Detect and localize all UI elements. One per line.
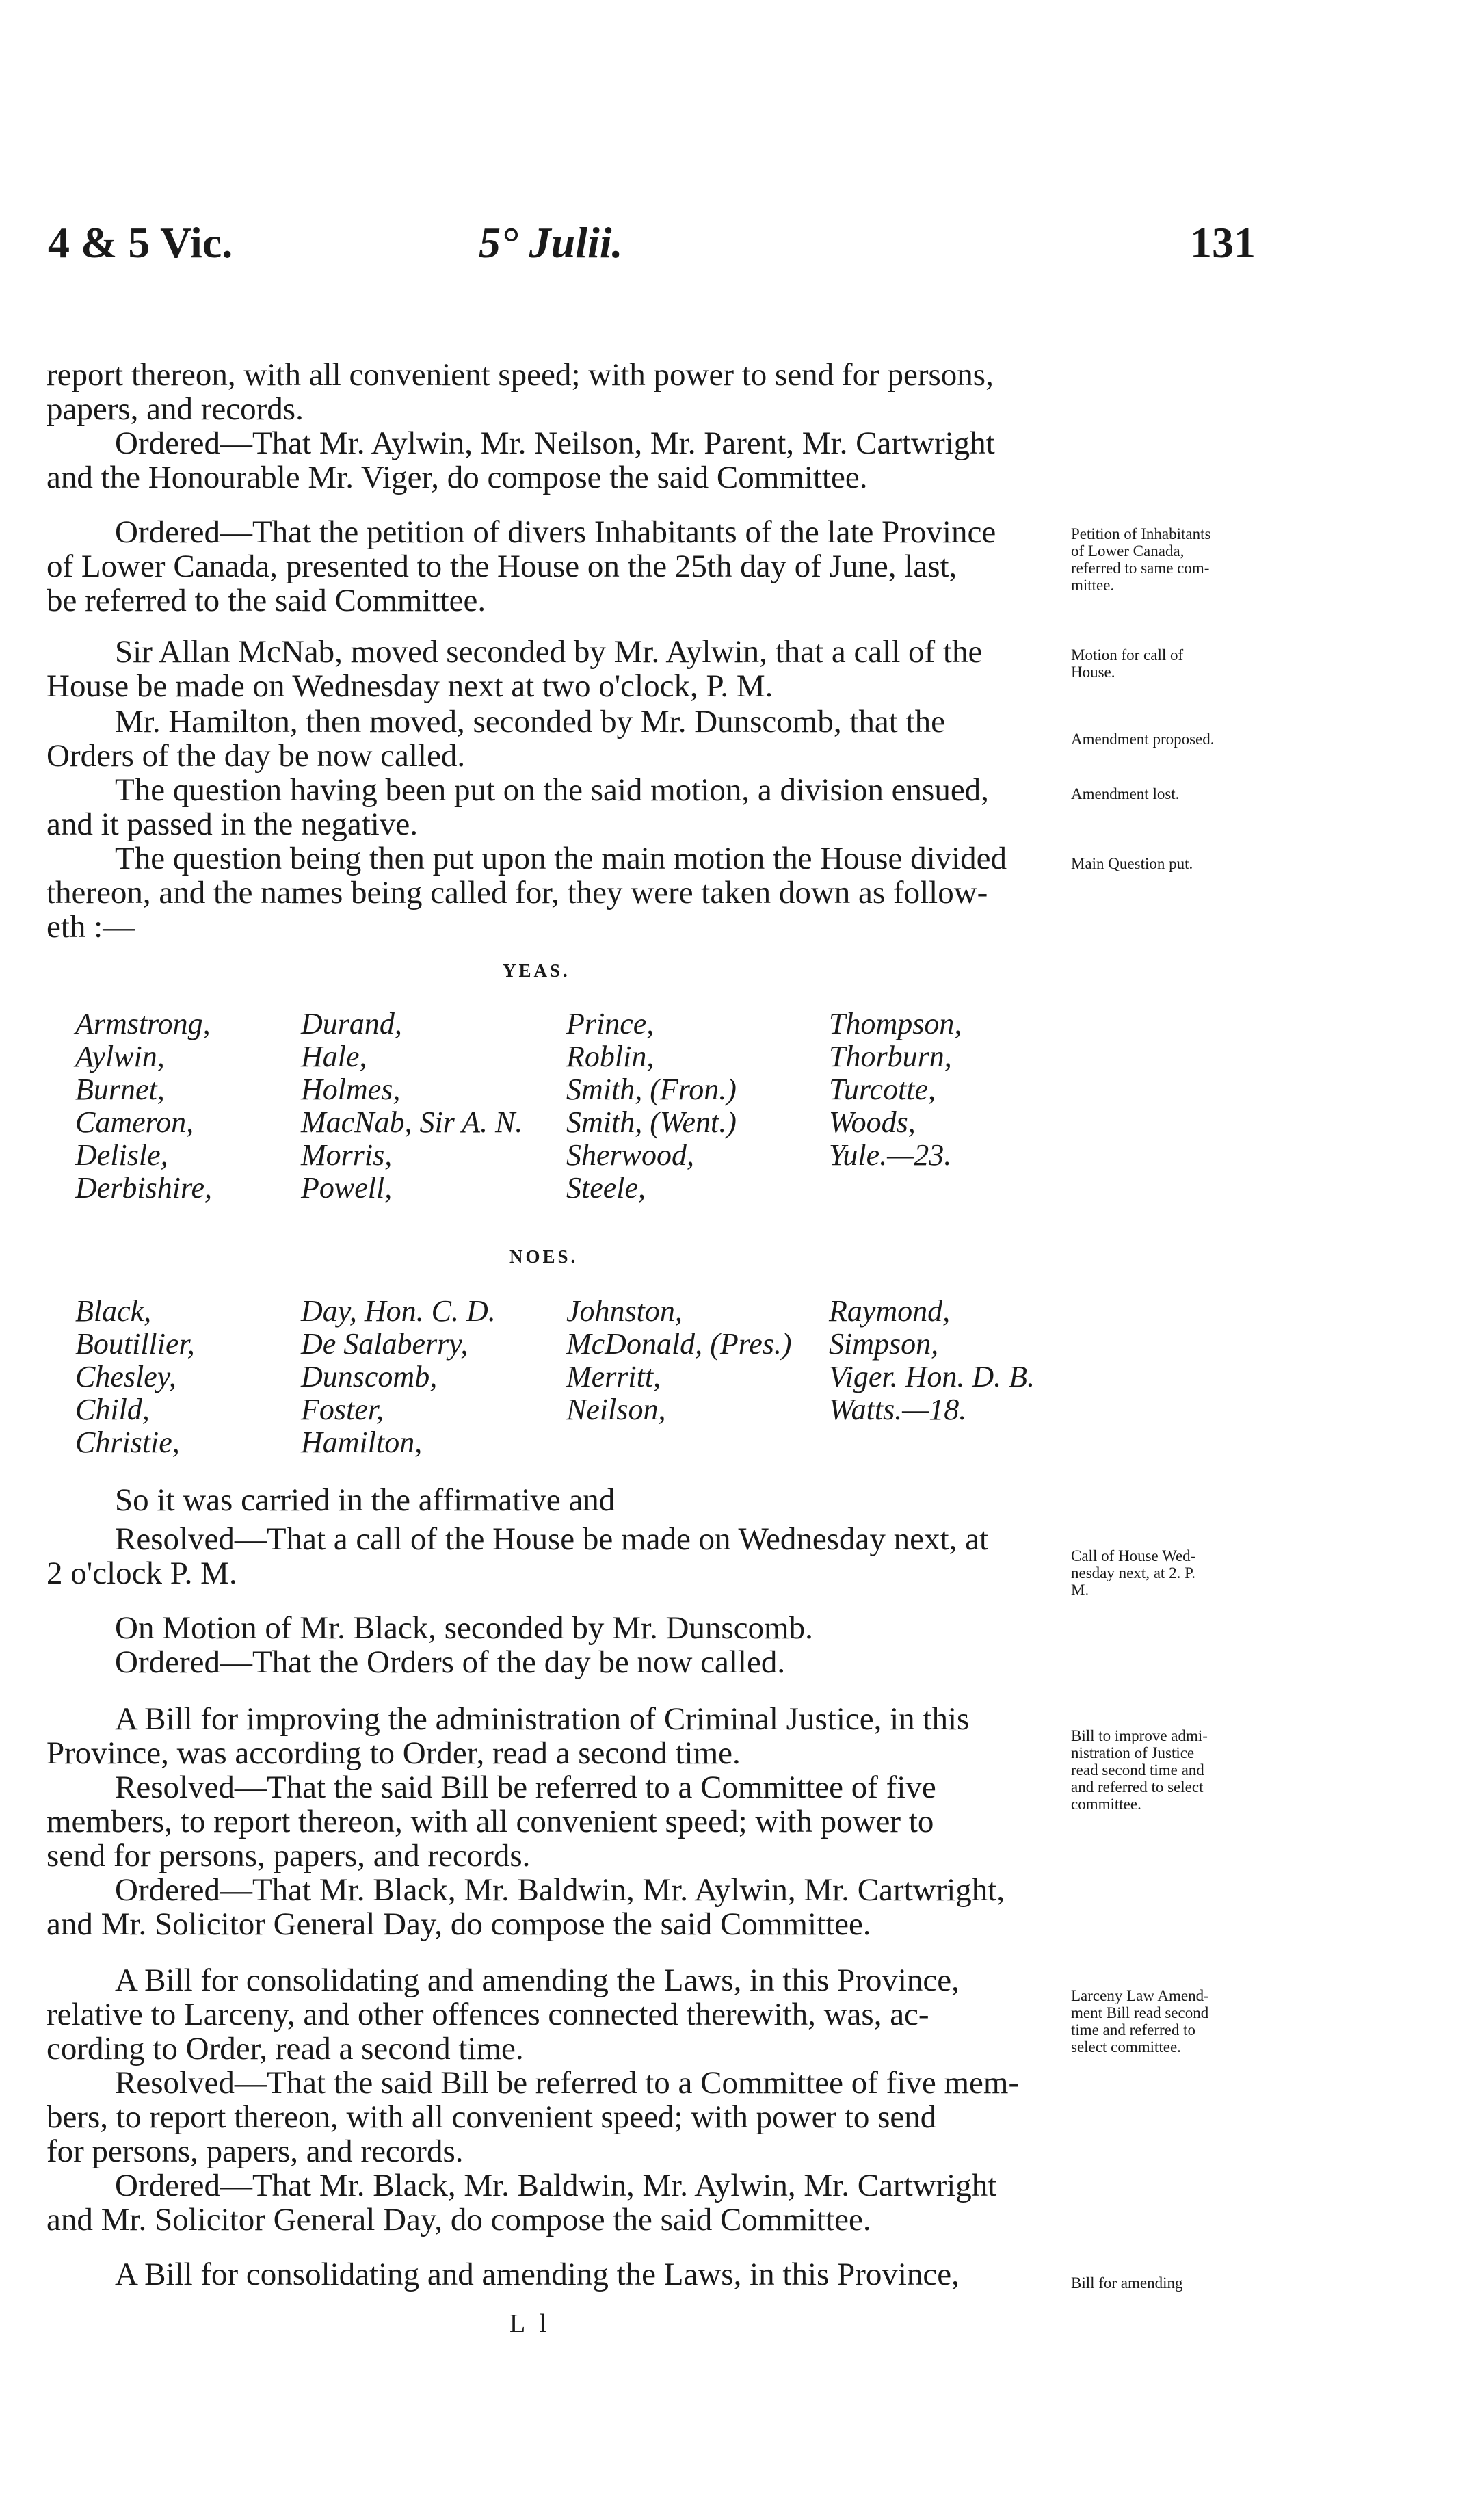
paragraph-7: The question being then put upon the main motion the House divided thereon, and the names being called for, they were taken down as follow- eth :—: [47, 841, 1007, 945]
paragraph-10: On Motion of Mr. Black, seconded by Mr. Dunscomb. Ordered—That the Orders of the day be now called.: [115, 1610, 813, 1680]
paragraph-4: Sir Allan McNab, moved seconded by Mr. Aylwin, that a call of the House be made on Wednesday next at two o'clock, P. M.: [47, 634, 983, 704]
paragraph-12: A Bill for consolidating and amending the Laws, in this Province, relative to Larceny, and other offences connected therewith, was, ac- cording to Order, read a second time. Resolved—That the said Bill be referred to a Committee of five mem- bers, to report thereon, with all convenient speed; with power to send for persons, papers, and records. Ordered—That Mr. Black, Mr. Baldwin, Mr. Aylwin, Mr. Cartwright and Mr. Solicitor General Day, do compose the said Committee.: [47, 1963, 1020, 2237]
margin-note-motion-call: Motion for call of House.: [1071, 646, 1184, 681]
paragraph-2: Ordered—That Mr. Aylwin, Mr. Neilson, Mr. Parent, Mr. Cartwright and the Honourable Mr. Viger, do compose the said Committee.: [47, 425, 995, 495]
margin-note-petition: Petition of Inhabitants of Lower Canada, referred to same com- mittee.: [1071, 525, 1211, 594]
margin-note-larceny-bill: Larceny Law Amend- ment Bill read second time and referred to select committee.: [1071, 1987, 1209, 2056]
yeas-column-1: Armstrong, Aylwin, Burnet, Cameron, Delisle, Derbishire,: [75, 1007, 213, 1205]
header-date: 5° Julii.: [479, 218, 623, 267]
paragraph-13: A Bill for consolidating and amending the Laws, in this Province,: [115, 2257, 960, 2292]
noes-heading: NOES.: [509, 1246, 579, 1267]
margin-note-call-of-house: Call of House Wed- nesday next, at 2. P. M.: [1071, 1547, 1196, 1599]
header-rule: [51, 326, 1050, 328]
yeas-column-4: Thompson, Thorburn, Turcotte, Woods, Yule.—23.: [829, 1007, 962, 1172]
paragraph-6: The question having been put on the said motion, a division ensued, and it passed in the negative.: [47, 772, 989, 842]
paragraph-1: report thereon, with all convenient speed; with power to send for persons, papers, and records.: [47, 357, 994, 427]
paragraph-11: A Bill for improving the administration of Criminal Justice, in this Province, was according to Order, read a second time. Resolved—That the said Bill be referred to a Committee of five members, to report thereon, with all convenient speed; with power to send for persons, papers, and records. Ordered—That Mr. Black, Mr. Baldwin, Mr. Aylwin, Mr. Cartwright, and Mr. Solicitor General Day, do compose the said Committee.: [47, 1701, 1005, 1942]
paragraph-3: Ordered—That the petition of divers Inhabitants of the late Province of Lower Canada, presented to the House on the 25th day of June, last, be referred to the said Committee.: [47, 514, 996, 618]
noes-column-1: Black, Boutillier, Chesley, Child, Christie,: [75, 1294, 195, 1459]
paragraph-9: Resolved—That a call of the House be made on Wednesday next, at 2 o'clock P. M.: [47, 1521, 989, 1591]
noes-column-2: Day, Hon. C. D. De Salaberry, Dunscomb, Foster, Hamilton,: [301, 1294, 496, 1459]
margin-note-amendment-proposed: Amendment proposed.: [1071, 731, 1215, 748]
page-number: 131: [1190, 218, 1256, 267]
margin-note-amendment-lost: Amendment lost.: [1071, 785, 1180, 802]
noes-column-4: Raymond, Simpson, Viger. Hon. D. B. Watts.—18.: [829, 1294, 1035, 1426]
margin-note-amending-bill: Bill for amending: [1071, 2274, 1183, 2292]
signature-mark: L l: [509, 2309, 551, 2338]
header-volume: 4 & 5 Vic.: [48, 218, 233, 267]
paragraph-8: So it was carried in the affirmative and: [115, 1482, 616, 1518]
paragraph-5: Mr. Hamilton, then moved, seconded by Mr. Dunscomb, that the Orders of the day be now called.: [47, 704, 945, 774]
margin-note-justice-bill: Bill to improve admi- nistration of Justice read second time and and referred to select committee.: [1071, 1727, 1208, 1813]
margin-note-main-question: Main Question put.: [1071, 855, 1193, 872]
yeas-column-3: Prince, Roblin, Smith, (Fron.) Smith, (Went.) Sherwood, Steele,: [566, 1007, 737, 1205]
noes-column-3: Johnston, McDonald, (Pres.) Merritt, Neilson,: [566, 1294, 792, 1426]
yeas-heading: YEAS.: [503, 960, 570, 981]
yeas-column-2: Durand, Hale, Holmes, MacNab, Sir A. N. Morris, Powell,: [301, 1007, 523, 1205]
